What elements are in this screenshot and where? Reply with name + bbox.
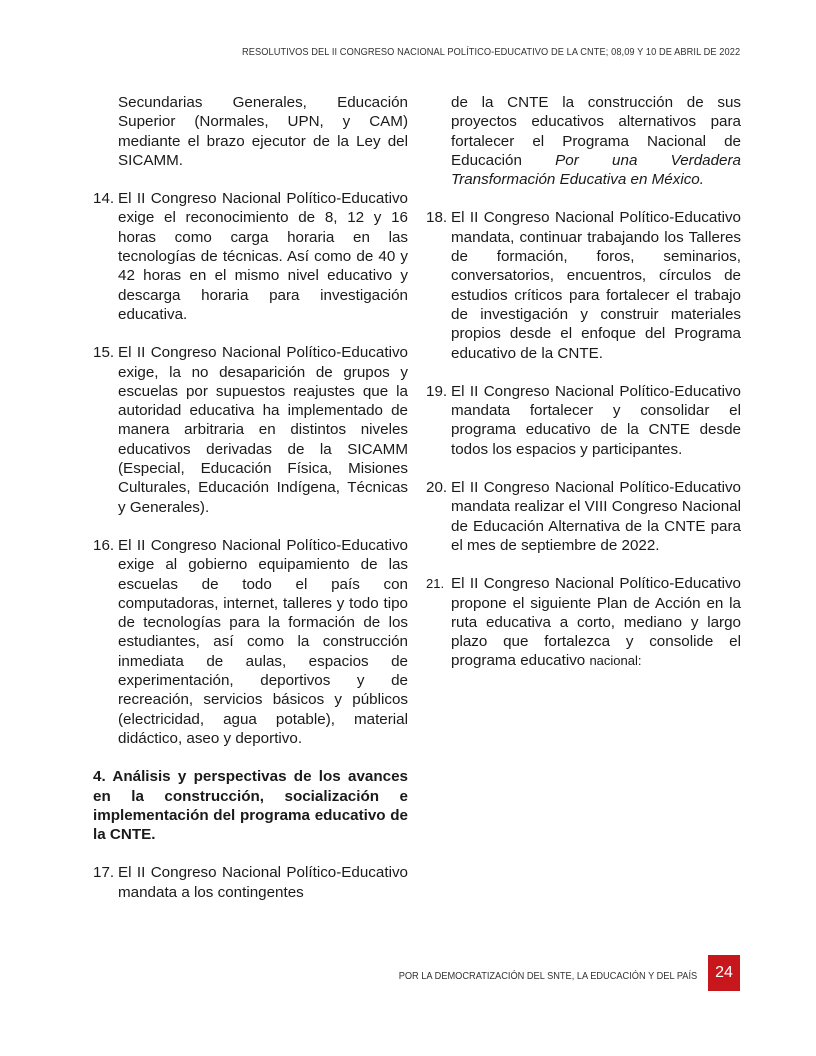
item-text-body: El II Congreso Nacional Político-Educativo propone el siguiente Plan de Acción en la ruta educativa a corto, mediano y largo plazo que fortalezca y consolide el programa educativo (451, 575, 741, 670)
item-number: 15. (93, 344, 115, 362)
list-item-20 (426, 478, 741, 555)
list-item-15 (93, 343, 408, 517)
section-heading: 4. Análisis y perspectivas de los avances en la construcción, socialización e implementación del programa educativo de la CNTE. (93, 768, 408, 844)
page-number-badge (708, 955, 740, 991)
item-text: El II Congreso Nacional Político-Educativo exige al gobierno equipamiento de las escuelas de todo el país con computadoras, internet, talleres y todo tipo de tecnologías para la formación de los estudiantes, así como la construcción inmediata de aulas, espacios de experimentación, deportivos y de recreación, servicios básicos y públicos (electricidad, agua potable), material didáctico, aseo y deportivo. (118, 536, 408, 747)
item-text: El II Congreso Nacional Político-Educativo mandata, continuar trabajando los Talleres de formación, foros, seminarios, conversatorios, encuentros, círculos de estudios críticos para fortalecer el trabajo de investigación y construir materiales propios desde el enfoque del Programa educativo de la CNTE. (451, 209, 741, 362)
item-number: 20. (426, 479, 448, 497)
running-footer: POR LA DEMOCRATIZACIÓN DEL SNTE, LA EDUCACIÓN Y DEL PAÍS (398, 970, 697, 982)
continued-paragraph (451, 93, 741, 189)
continued-text: de la CNTE la construcción de sus proyectos educativos alternativos para fortalecer el Programa Nacional de Educación (451, 94, 741, 169)
item-number: 19. (426, 382, 448, 400)
program-title: Por una Verdadera Transformación Educativa en México. (451, 151, 741, 189)
item-number: 21. (426, 576, 445, 592)
item-text: El II Congreso Nacional Político-Educativo mandata realizar el VIII Congreso Nacional de Educación Alternativa de la CNTE para el mes de septiembre de 2022. (451, 479, 741, 554)
continued-paragraph: Secundarias Generales, Educación Superior (Normales, UPN, y CAM) mediante el brazo ejecutor de la Ley del SICAMM. (118, 94, 408, 169)
item-text: El II Congreso Nacional Político-Educativo mandata a los contingentes (118, 864, 408, 901)
right-column (426, 93, 741, 671)
item-text: El II Congreso Nacional Político-Educativo exige, la no desaparición de grupos y escuelas por supuestos reajustes que la autoridad educativa ha implementado de manera arbitraria en distintos niveles educativos derivadas de la SICAMM (Especial, Educación Física, Misiones Culturales, Educación Indígena, Técnicas y Generales). (118, 344, 408, 516)
item-text-tail: nacional: (589, 653, 642, 669)
running-header: RESOLUTIVOS DEL II CONGRESO NACIONAL POLÍTICO-EDUCATIVO DE LA CNTE; 08,09 Y 10 DE ABRIL DE 2022 (241, 46, 740, 58)
item-text: El II Congreso Nacional Político-Educativo mandata fortalecer y consolidar el programa educativo de la CNTE desde todos los espacios y participantes. (451, 382, 741, 458)
list-item-16 (93, 536, 408, 748)
page-number: 24 (715, 964, 733, 981)
list-item-14 (93, 189, 408, 324)
list-item-21 (426, 574, 741, 670)
item-number: 16. (93, 536, 115, 554)
item-text: El II Congreso Nacional Político-Educativo exige el reconocimiento de 8, 12 y 16 horas como carga horaria en las tecnologías de técnicas. Así como de 40 y 42 horas en el mismo nivel educativo y descarga horaria para investigación educativa. (118, 190, 408, 323)
item-number: 18. (426, 209, 448, 227)
list-item-17 (93, 863, 408, 902)
item-number: 14. (93, 190, 115, 208)
list-item-18 (426, 208, 741, 362)
item-text (451, 574, 741, 670)
list-item-19 (426, 382, 741, 459)
left-column (93, 93, 408, 902)
item-number: 17. (93, 864, 115, 882)
